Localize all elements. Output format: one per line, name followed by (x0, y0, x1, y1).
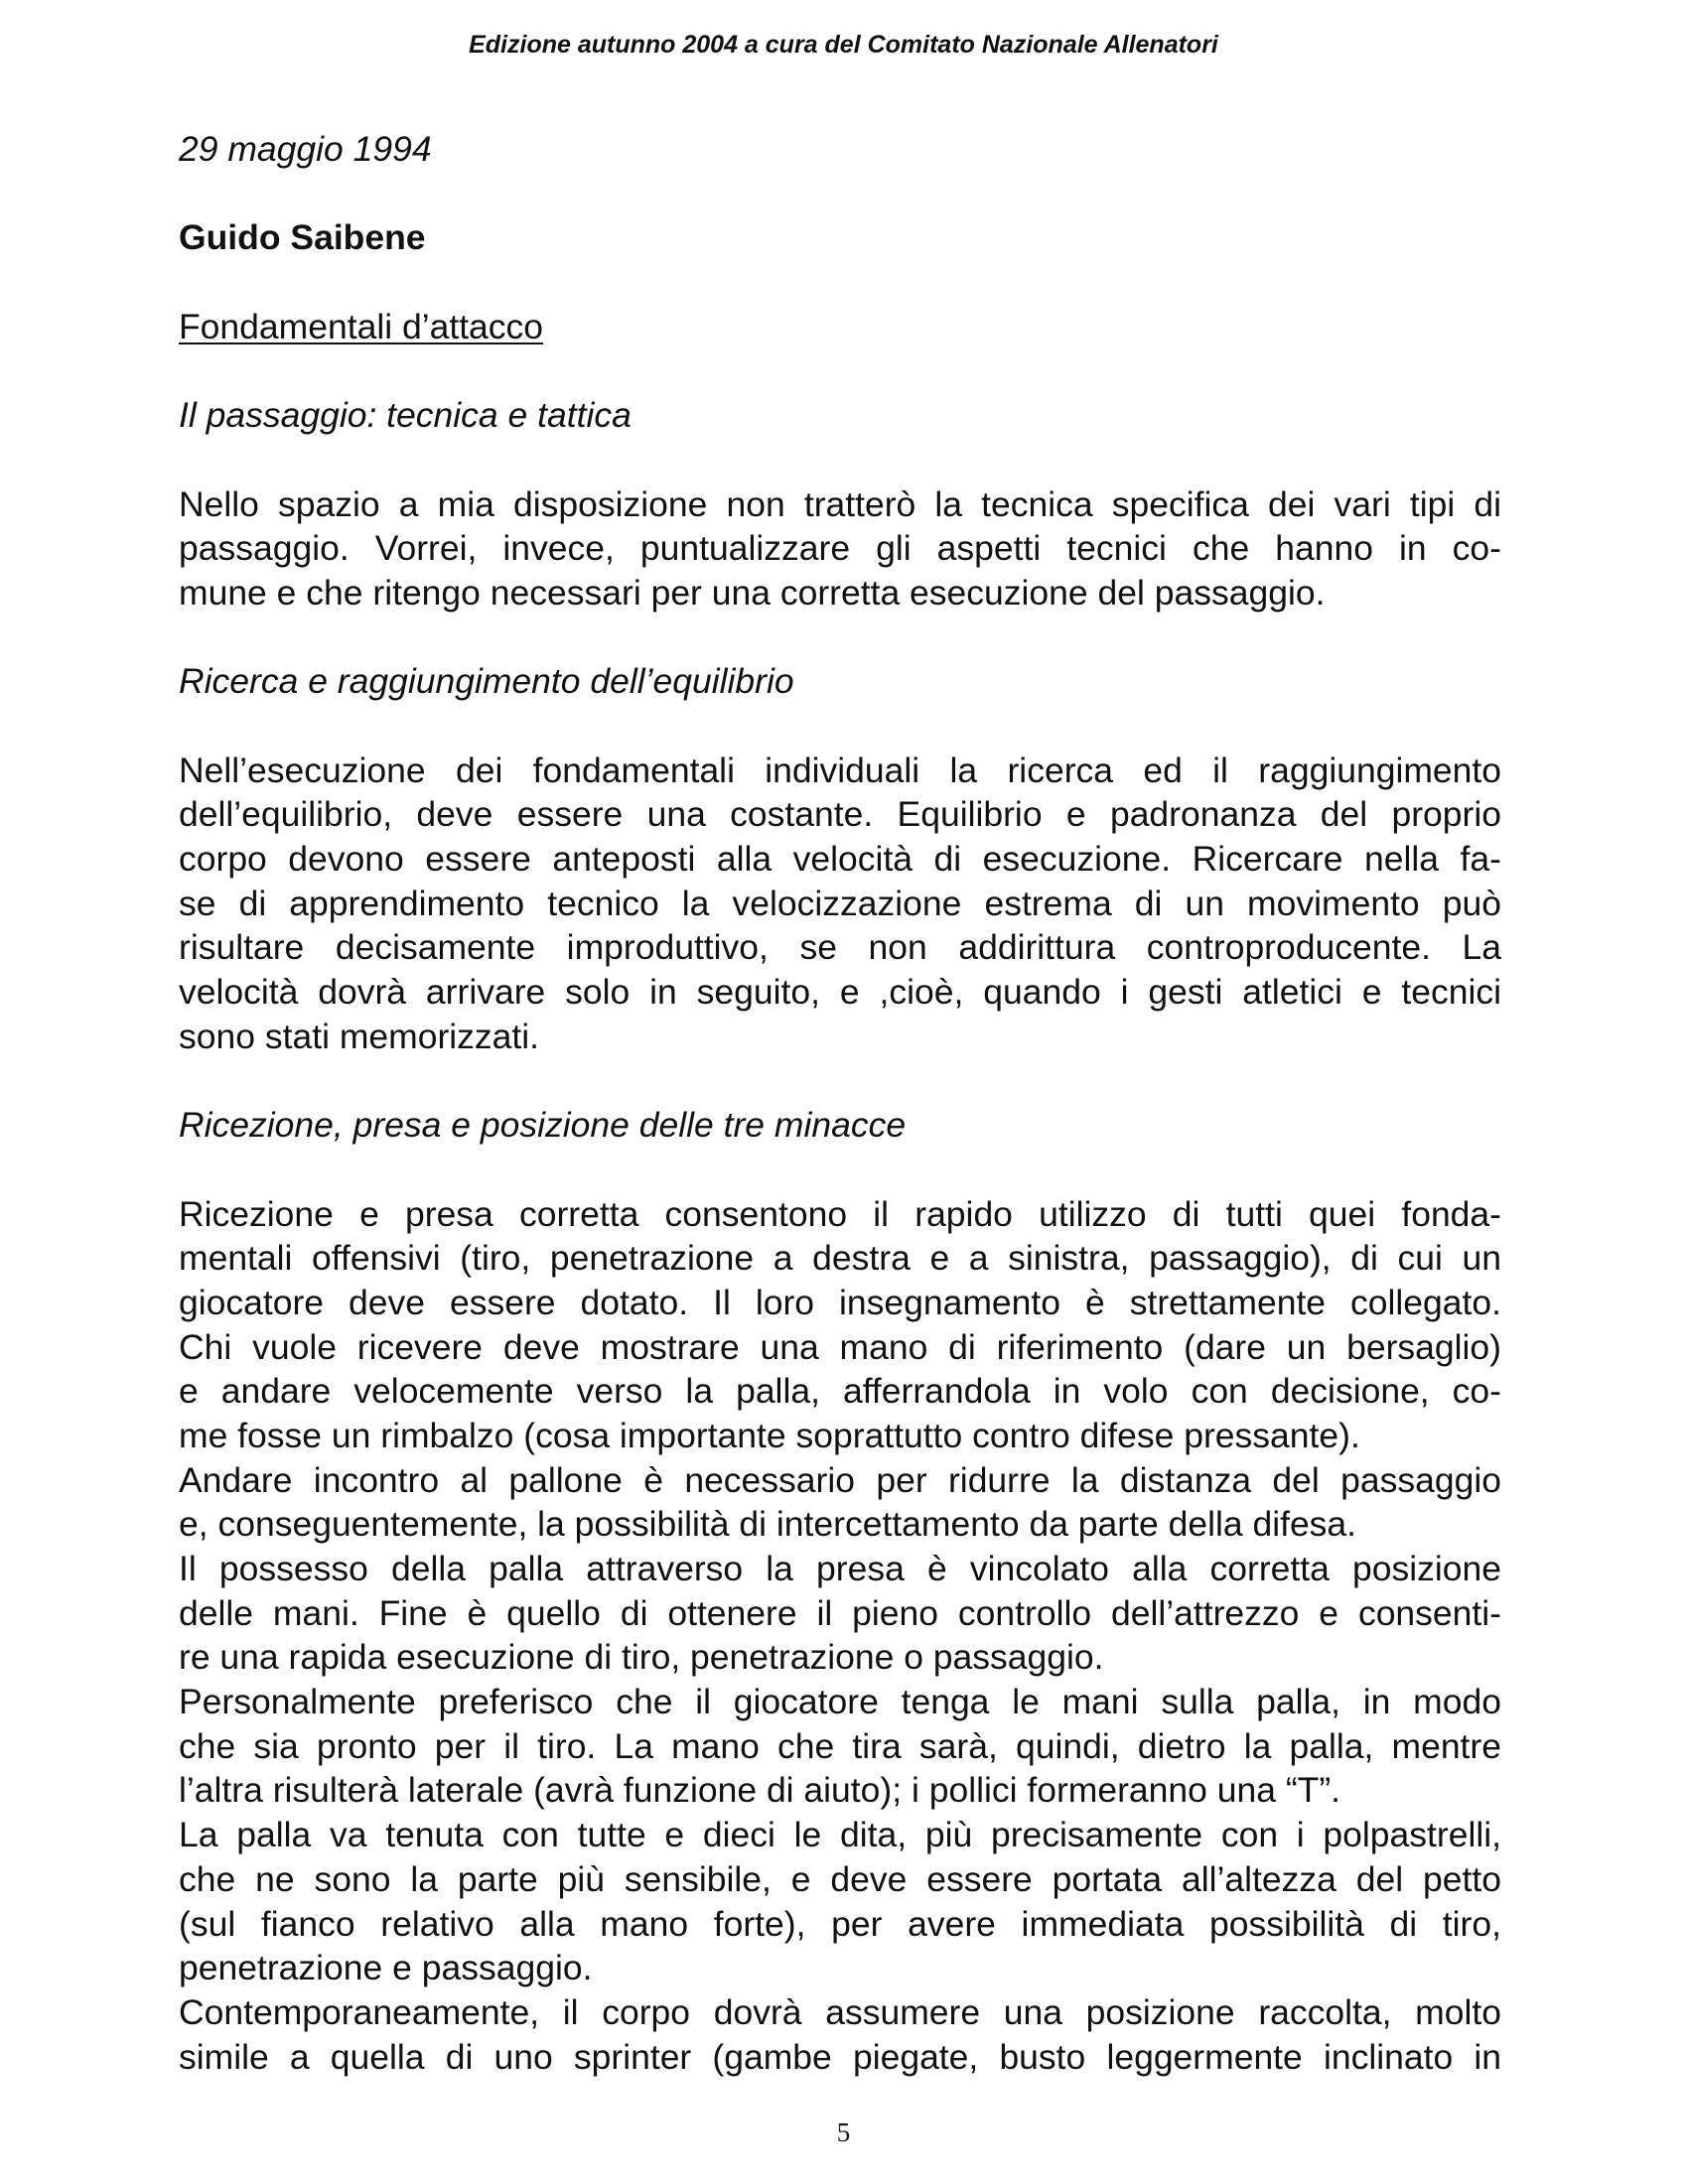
text-line: velocità dovrà arrivare solo in seguito, e ,cioè, quando i gesti atletici e tecnici (179, 972, 1501, 1013)
text-line: mune e che ritengo necessari per una corretta esecuzione del passaggio. (179, 572, 1326, 613)
text-line: che ne sono la parte più sensibile, e deve essere portata all’altezza del petto (179, 1858, 1501, 1899)
text-line: corpo devono essere anteposti alla velocità di esecuzione. Ricercare nella fa- (179, 839, 1501, 879)
heading-ricezione: Ricezione, presa e posizione delle tre minacce (179, 1105, 907, 1146)
text-line: delle mani. Fine è quello di ottenere il pieno controllo dell’attrezzo e consenti- (179, 1592, 1501, 1633)
text-line: Nell’esecuzione dei fondamentali individuali la ricerca ed il raggiungimento (179, 750, 1501, 790)
spacer (179, 438, 1501, 482)
text-line: che sia pronto per il tiro. La mano che tira sarà, quindi, dietro la palla, mentre (179, 1725, 1501, 1766)
text-line: La palla va tenuta con tutte e dieci le dita, più precisamente con i polpastrelli, (179, 1815, 1501, 1855)
text-line: risultare decisamente improduttivo, se non addirittura controproducente. La (179, 927, 1501, 968)
heading-equilibrio: Ricerca e raggiungimento dell’equilibrio (179, 661, 794, 702)
spacer (179, 348, 1501, 393)
text-line: Andare incontro al pallone è necessario per ridurre la distanza del passaggio (179, 1459, 1501, 1500)
text-line: Personalmente preferisco che il giocatore tenga le mani sulla palla, in modo (179, 1682, 1501, 1722)
section-title: Fondamentali d’attacco (179, 306, 544, 346)
text-line: passaggio. Vorrei, invece, puntualizzare gli aspetti tecnici che hanno in co- (179, 528, 1501, 569)
running-header: Edizione autunno 2004 a cura del Comitato Nazionale Allenatori (469, 31, 1218, 59)
author-name: Guido Saibene (179, 217, 426, 258)
paragraph-equilibrio (179, 749, 1501, 1059)
spacer (179, 704, 1501, 749)
text-line: Il possesso della palla attraverso la presa è vincolato alla corretta posizione (179, 1549, 1501, 1588)
text-line: Chi vuole ricevere deve mostrare una mano di riferimento (dare un bersaglio) (179, 1326, 1501, 1367)
article-subtitle: Il passaggio: tecnica e tattica (179, 395, 632, 436)
text-line: e, conseguentemente, la possibilità di intercettamento da parte della difesa. (179, 1504, 1357, 1545)
text-line: Contemporaneamente, il corpo dovrà assumere una posizione raccolta, molto (179, 1991, 1501, 2032)
page-number: 5 (836, 2117, 851, 2147)
paragraph-ricezione (179, 1192, 1501, 2080)
text-line: penetrazione e passaggio. (179, 1948, 593, 1988)
spacer (179, 172, 1501, 216)
spacer (179, 615, 1501, 660)
text-line: me fosse un rimbalzo (cosa importante soprattutto contro difese pressante). (179, 1415, 1360, 1455)
article-body (179, 127, 1501, 2079)
spacer (179, 260, 1501, 305)
text-line: dell’equilibrio, deve essere una costante. Equilibrio e padronanza del proprio (179, 794, 1501, 835)
text-line: giocatore deve essere dotato. Il loro insegnamento è strettamente collegato. (179, 1282, 1501, 1322)
text-line: sono stati memorizzati. (179, 1016, 540, 1056)
text-line: simile a quella di uno sprinter (gambe piegate, busto leggermente inclinato in (179, 2036, 1501, 2077)
text-line: (sul fianco relativo alla mano forte), per avere immediata possibilità di tiro, (179, 1903, 1501, 1944)
text-line: Nello spazio a mia disposizione non tratterò la tecnica specifica dei vari tipi di (179, 483, 1501, 524)
text-line: l’altra risulterà laterale (avrà funzione di aiuto); i pollici formeranno una “T”. (179, 1770, 1341, 1811)
paragraph-intro (179, 482, 1501, 615)
text-line: e andare velocemente verso la palla, afferrandola in volo con decisione, co- (179, 1371, 1501, 1412)
spacer (179, 1058, 1501, 1103)
text-line: re una rapida esecuzione di tiro, penetrazione o passaggio. (179, 1637, 1104, 1678)
text-line: mentali offensivi (tiro, penetrazione a destra e a sinistra, passaggio), di cui un (179, 1238, 1501, 1279)
article-date: 29 maggio 1994 (179, 129, 432, 169)
text-line: se di apprendimento tecnico la velocizzazione estrema di un movimento può (179, 883, 1501, 923)
spacer (179, 1148, 1501, 1192)
text-line: Ricezione e presa corretta consentono il rapido utilizzo di tutti quei fonda- (179, 1193, 1501, 1234)
